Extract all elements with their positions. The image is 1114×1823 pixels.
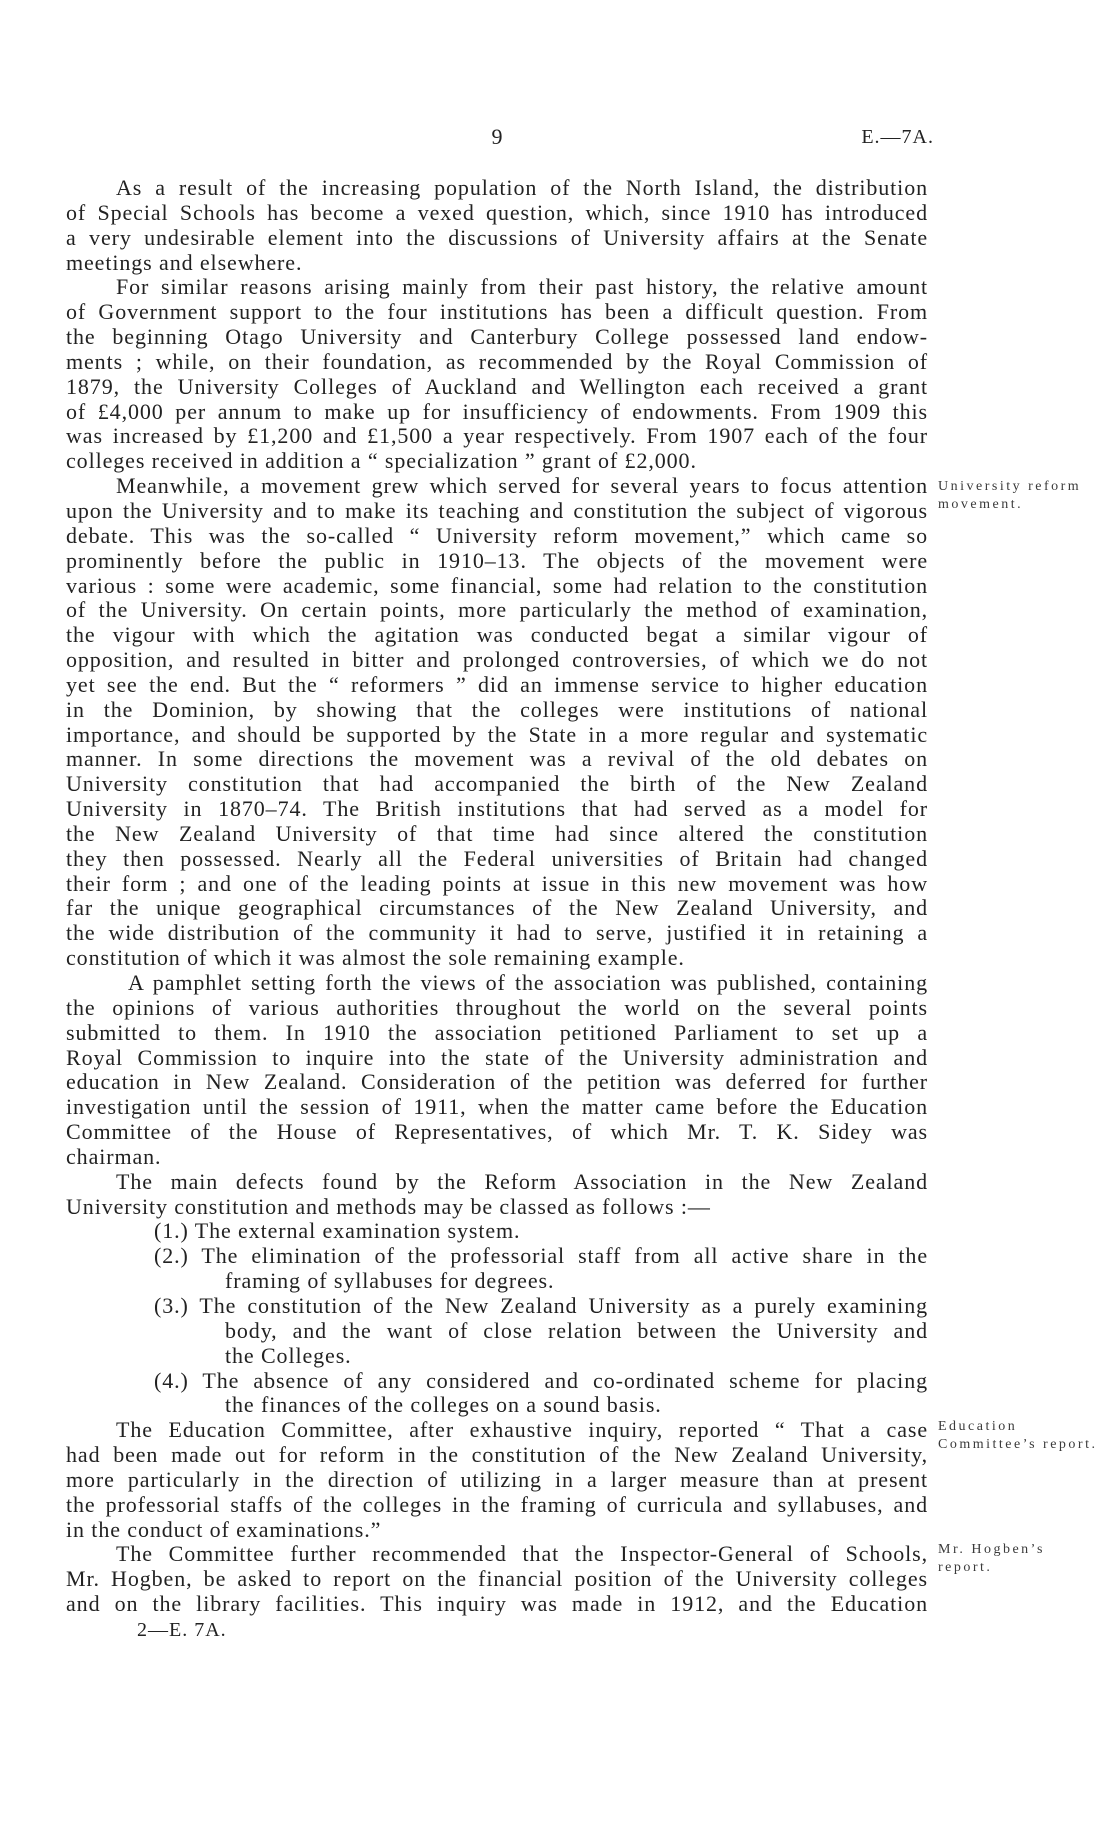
document-body [66, 176, 928, 1617]
text-line: meetings and elsewhere. [66, 250, 303, 275]
text-line: importance, and should be supported by the State in a more regular and systematic [66, 722, 928, 747]
text-line: the finances of the colleges on a sound basis. [225, 1393, 662, 1418]
text-line: prominently before the public in 1910–13. The objects of the movement were [66, 548, 928, 573]
text-line: body, and the want of close relation between the University and [225, 1318, 928, 1343]
margin-note-line: movement. [938, 497, 1024, 512]
text-line: more particularly in the direction of utilizing in a larger measure than at present [66, 1467, 928, 1492]
text-line: their form ; and one of the leading points at issue in this new movement was how [66, 871, 928, 896]
paragraph-reform-movement [66, 474, 928, 971]
text-line: colleges received in addition a “ specialization ” grant of £2,000. [66, 449, 697, 474]
margin-note-line: report. [938, 1560, 993, 1575]
text-line: upon the University and to make its teaching and constitution the subject of vigorous [66, 498, 928, 523]
text-line: in the conduct of examinations.” [66, 1517, 382, 1542]
text-line: education in New Zealand. Consideration of the petition was deferred for further [66, 1070, 928, 1095]
paragraph-main-defects [66, 1170, 928, 1220]
text-line: The Committee further recommended that the Inspector-General of Schools, [116, 1542, 928, 1567]
text-line: yet see the end. But the “ reformers ” did an immense service to higher education [66, 672, 928, 697]
text-line: For similar reasons arising mainly from their past history, the relative amount [116, 275, 928, 300]
text-line: manner. In some directions the movement was a revival of the old debates on [66, 747, 928, 772]
report-code: E.—7A. [861, 126, 934, 148]
text-line: constitution of which it was almost the sole remaining example. [66, 946, 685, 971]
text-line: a very undesirable element into the discussions of University affairs at the Senate [66, 225, 928, 250]
text-line: the opinions of various authorities throughout the world on the several points [66, 995, 928, 1020]
text-line: the professorial staffs of the colleges in the framing of curricula and syllabuses, and [66, 1492, 928, 1517]
text-line: Meanwhile, a movement grew which served for several years to focus attention [116, 474, 928, 499]
text-line: had been made out for reform in the constitution of the New Zealand University, [66, 1443, 928, 1468]
margin-note-line: University reform [938, 479, 1082, 494]
text-line: of £4,000 per annum to make up for insufficiency of endowments. From 1909 this [66, 399, 928, 424]
margin-note-hogben-report [938, 1541, 1110, 1577]
paragraph-education-committee [66, 1418, 928, 1542]
margin-note-line: Mr. Hogben’s [938, 1542, 1045, 1557]
text-line: University constitution and methods may be classed as follows :— [66, 1194, 711, 1219]
text-line: far the unique geographical circumstances of the New Zealand University, and [66, 896, 928, 921]
text-line: Committee of the House of Representatives, of which Mr. T. K. Sidey was [66, 1120, 928, 1145]
paragraph-pamphlet [66, 971, 928, 1170]
text-line: chairman. [66, 1144, 162, 1169]
text-line: of the University. On certain points, more particularly the method of examination, [66, 598, 928, 623]
text-line: framing of syllabuses for degrees. [225, 1269, 555, 1294]
list-item [66, 1244, 928, 1294]
list-item [66, 1219, 928, 1244]
text-line: the Colleges. [225, 1343, 352, 1368]
paragraph-special-schools [66, 176, 928, 275]
text-line: various : some were academic, some financial, some had relation to the constitution [66, 573, 928, 598]
text-line: debate. This was the so-called “ University reform movement,” which came so [66, 523, 928, 548]
text-line: (3.) The constitution of the New Zealand University as a purely examining [154, 1293, 928, 1318]
margin-note-reform-movement [938, 478, 1110, 514]
text-line: opposition, and resulted in bitter and prolonged controversies, of which we do not [66, 648, 928, 673]
text-line: investigation until the session of 1911, when the matter came before the Education [66, 1095, 928, 1120]
text-line: A pamphlet setting forth the views of the association was published, containing [128, 971, 928, 995]
text-line: University constitution that had accompanied the birth of the New Zealand [66, 772, 928, 797]
page-number: 9 [491, 124, 503, 149]
text-line: they then possessed. Nearly all the Federal universities of Britain had changed [66, 846, 928, 871]
margin-note-education-committee [938, 1418, 1110, 1454]
text-line: (1.) The external examination system. [154, 1219, 521, 1244]
text-line: the beginning Otago University and Canterbury College possessed land endow- [66, 325, 928, 350]
paragraph-government-support [66, 275, 928, 474]
text-line: the vigour with which the agitation was conducted begat a similar vigour of [66, 623, 928, 648]
text-line: As a result of the increasing population of the North Island, the distribution [116, 176, 928, 200]
text-line: of Government support to the four institutions has been a difficult question. From [66, 300, 928, 325]
text-line: the New Zealand University of that time had since altered the constitution [66, 821, 928, 846]
text-line: 1879, the University Colleges of Auckland and Wellington each received a grant [66, 374, 928, 399]
text-line: ments ; while, on their foundation, as recommended by the Royal Commission of [66, 349, 928, 374]
text-line: (2.) The elimination of the professorial staff from all active share in the [154, 1244, 928, 1269]
list-item [66, 1294, 928, 1369]
text-line: in the Dominion, by showing that the colleges were institutions of national [66, 697, 928, 722]
text-line: The main defects found by the Reform Association in the New Zealand [116, 1169, 928, 1194]
paragraph-committee-recommendation [66, 1542, 928, 1617]
text-line: Royal Commission to inquire into the state of the University administration and [66, 1045, 928, 1070]
text-line: was increased by £1,200 and £1,500 a year respectively. From 1907 each of the four [66, 424, 928, 449]
margin-note-line: Education [938, 1419, 1018, 1434]
text-line: and on the library facilities. This inquiry was made in 1912, and the Education [66, 1592, 928, 1617]
text-line: of Special Schools has become a vexed question, which, since 1910 has introduced [66, 200, 928, 225]
defects-list [66, 1219, 928, 1418]
text-line: (4.) The absence of any considered and co-ordinated scheme for placing [154, 1368, 928, 1393]
text-line: University in 1870–74. The British institutions that had served as a model for [66, 797, 928, 822]
text-line: Mr. Hogben, be asked to report on the financial position of the University colleges [66, 1567, 928, 1592]
list-item [66, 1369, 928, 1419]
text-line: submitted to them. In 1910 the association petitioned Parliament to set up a [66, 1020, 928, 1045]
text-line: The Education Committee, after exhaustive inquiry, reported “ That a case [116, 1418, 928, 1443]
signature-mark: 2—E. 7A. [137, 1619, 227, 1641]
margin-note-line: Committee’s report. [938, 1437, 1098, 1452]
text-line: the wide distribution of the community it had to serve, justified it in retaining a [66, 921, 928, 946]
